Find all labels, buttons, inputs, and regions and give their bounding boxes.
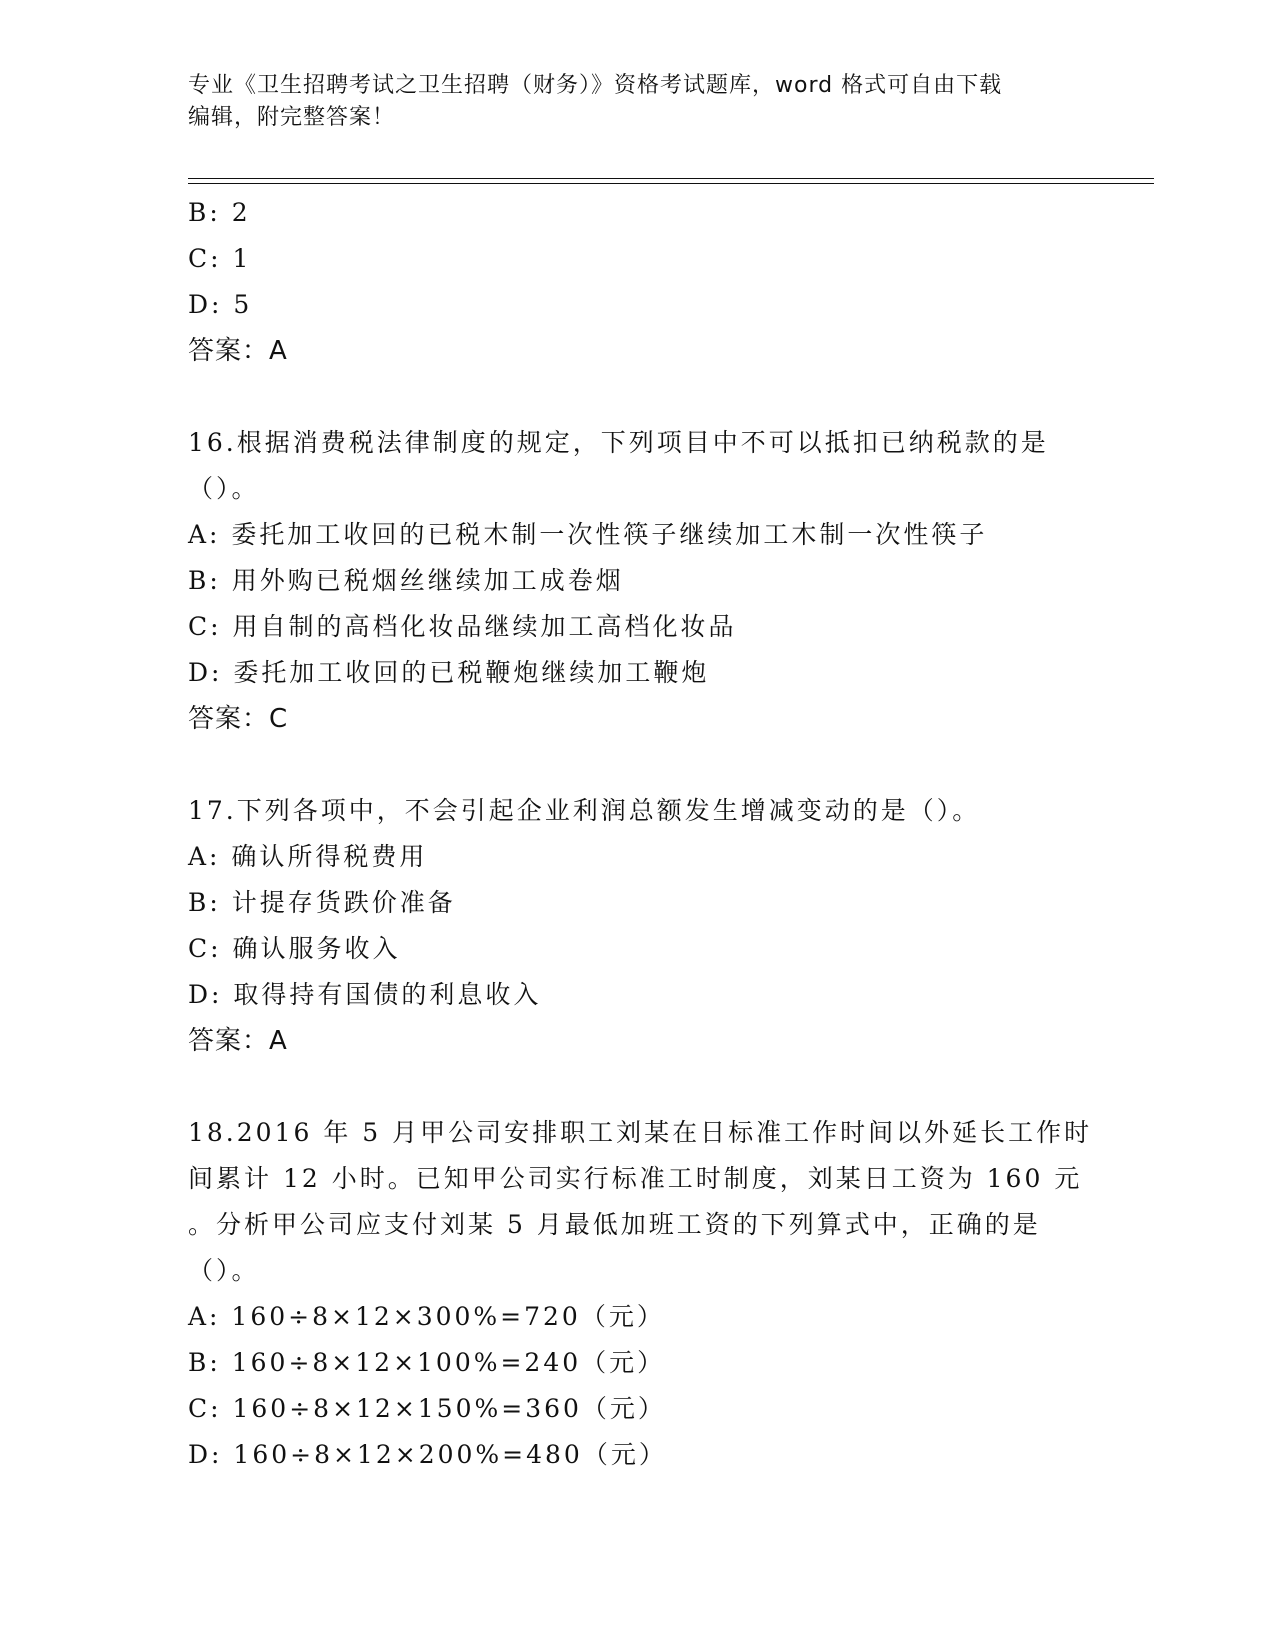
- option-c: C: 确认服务收入: [188, 934, 401, 963]
- question-text-line-2: 间累计 12 小时。已知甲公司实行标准工时制度，刘某日工资为 160 元: [188, 1164, 1083, 1193]
- option-b: B: 2: [188, 198, 251, 227]
- option-c: C: 1: [188, 244, 252, 273]
- header-divider-bottom: [188, 183, 1154, 184]
- prev-question: [188, 190, 1088, 374]
- question-text: 16.根据消费税法律制度的规定，下列项目中不可以抵扣已纳税款的是: [188, 428, 1049, 457]
- answer-line: 答案：A: [188, 1026, 288, 1056]
- answer-line: 答案：A: [188, 336, 288, 366]
- option-c: C: 160÷8×12×150%=360（元）: [188, 1394, 666, 1423]
- option-a: A: 确认所得税费用: [188, 842, 428, 871]
- option-d: D: 取得持有国债的利息收入: [188, 980, 542, 1009]
- option-a: A: 160÷8×12×300%=720（元）: [188, 1302, 665, 1331]
- header-line-1: 专业《卫生招聘考试之卫生招聘（财务）》资格考试题库，word 格式可自由下载: [188, 73, 1003, 98]
- question-text-cont: （）。: [188, 474, 260, 503]
- option-b: B: 160÷8×12×100%=240（元）: [188, 1348, 666, 1377]
- option-d: D: 委托加工收回的已税鞭炮继续加工鞭炮: [188, 658, 710, 687]
- question-text: 17.下列各项中，不会引起企业利润总额发生增减变动的是（）。: [188, 796, 981, 825]
- question-18: [188, 1110, 1093, 1478]
- document-header: [188, 70, 1088, 134]
- option-b: B: 用外购已税烟丝继续加工成卷烟: [188, 566, 624, 595]
- question-text-line-3: 。分析甲公司应支付刘某 5 月最低加班工资的下列算式中，正确的是: [188, 1210, 1041, 1239]
- option-d: D: 5: [188, 290, 253, 319]
- header-divider-top: [188, 178, 1154, 179]
- question-text-line-4: （）。: [188, 1256, 260, 1285]
- option-b: B: 计提存货跌价准备: [188, 888, 456, 917]
- question-text-line-1: 18.2016 年 5 月甲公司安排职工刘某在日标准工作时间以外延长工作时: [188, 1118, 1093, 1147]
- option-c: C: 用自制的高档化妆品继续加工高档化妆品: [188, 612, 737, 641]
- question-16: [188, 420, 1088, 742]
- question-17: [188, 788, 1088, 1064]
- option-d: D: 160÷8×12×200%=480（元）: [188, 1440, 667, 1469]
- answer-line: 答案：C: [188, 704, 289, 734]
- option-a: A: 委托加工收回的已税木制一次性筷子继续加工木制一次性筷子: [188, 520, 988, 549]
- header-line-2: 编辑，附完整答案！: [188, 105, 396, 130]
- document-body: [188, 190, 1093, 1478]
